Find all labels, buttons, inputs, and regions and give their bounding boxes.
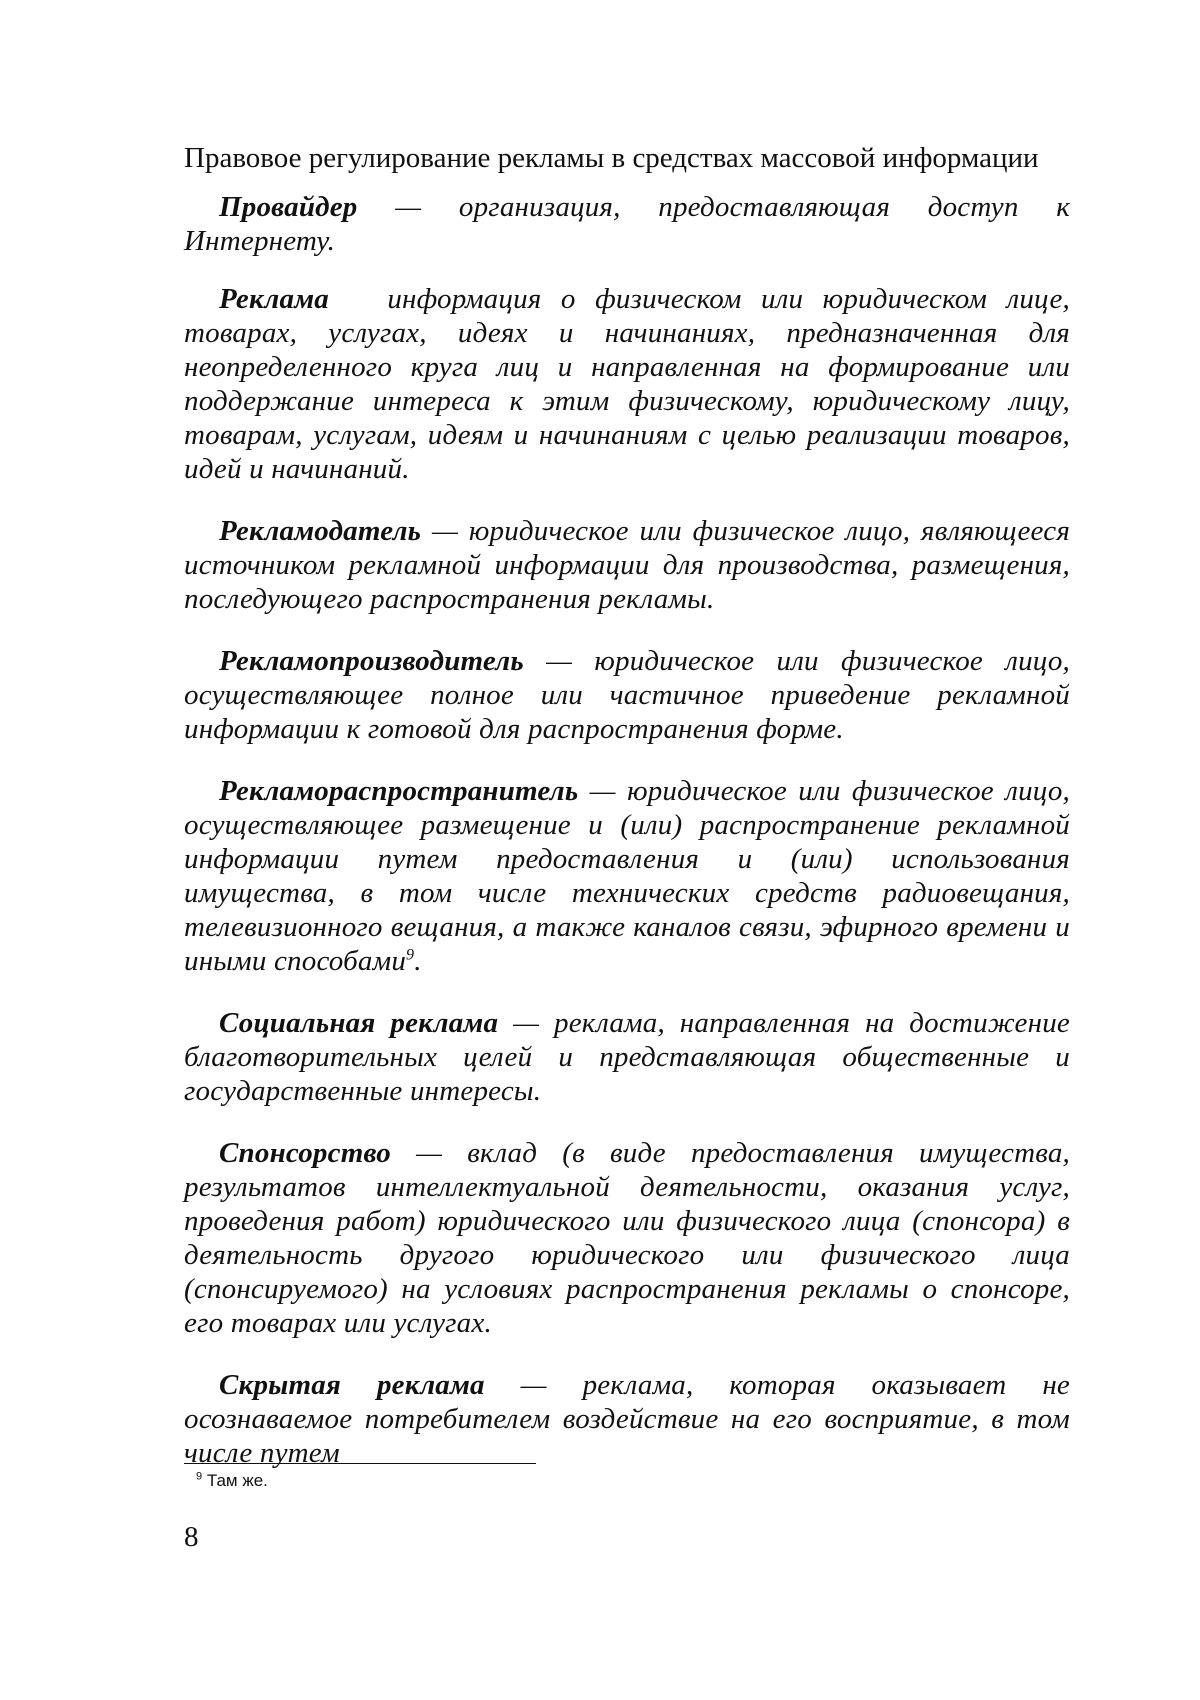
definition-term: Рекламодатель bbox=[219, 515, 422, 547]
running-header: Правовое регулирование рекламы в средствах массовой информации bbox=[184, 142, 1039, 174]
definition-term: Спонсорство bbox=[219, 1137, 391, 1169]
definition-term: Рекламораспространитель bbox=[219, 775, 579, 807]
definition-sponsorship bbox=[184, 1136, 1070, 1340]
definition-separator: — bbox=[484, 1369, 583, 1401]
definition-advertising bbox=[184, 282, 1070, 486]
footnote-mark: 9 bbox=[196, 1470, 203, 1483]
footnote-divider bbox=[184, 1463, 536, 1464]
definition-hidden-advertising bbox=[184, 1368, 1070, 1470]
footnote-reference[interactable]: 9 bbox=[406, 946, 415, 964]
definition-text: вклад (в виде предоставления имущества, результатов интеллектуальной деятельности, оказания услуг, проведения работ) юридического или физического лица (спонсора) в деятельность другого юридического или физического лица (спонсируемого) на условиях распространения рекламы о спонсоре, его товарах или услугах. bbox=[184, 1137, 1070, 1339]
definition-ad-producer bbox=[184, 644, 1070, 746]
definition-text: юридическое или физическое лицо, осуществляющее полное или частичное приведение рекламной информации к готовой для распространения форме. bbox=[184, 645, 1070, 745]
definition-text: реклама, которая оказывает не осознаваемое потребителем воздействие на его восприятие, в том числе путем bbox=[184, 1369, 1071, 1469]
definition-separator: — bbox=[357, 191, 459, 223]
page-body bbox=[184, 140, 1070, 1498]
definition-term: Провайдер bbox=[219, 191, 358, 223]
definition-term: Рекламопроизводитель bbox=[219, 645, 524, 677]
footnote-area bbox=[184, 1463, 1070, 1492]
definition-term: Реклама bbox=[219, 283, 329, 315]
definition-text: реклама, направленная на достижение благотворительных целей и представляющая общественные и государственные интересы. bbox=[184, 1007, 1070, 1107]
footnote-text: Там же. bbox=[206, 1471, 268, 1490]
definition-advertiser bbox=[184, 514, 1070, 616]
definition-separator: — bbox=[523, 645, 595, 677]
definition-separator bbox=[329, 283, 387, 315]
definition-term: Скрытая реклама bbox=[219, 1369, 485, 1401]
definition-separator: — bbox=[578, 775, 628, 807]
definition-term: Социальная реклама bbox=[219, 1007, 499, 1039]
definition-ad-distributor bbox=[184, 774, 1070, 978]
definition-end-punctuation: . bbox=[414, 945, 422, 977]
definition-social-advertising bbox=[184, 1006, 1070, 1108]
definition-separator: — bbox=[498, 1007, 555, 1039]
page-number: 8 bbox=[184, 1521, 199, 1553]
definition-separator: — bbox=[421, 515, 469, 547]
definition-separator: — bbox=[390, 1137, 468, 1169]
definition-text: организация, предоставляющая доступ к Интернету. bbox=[184, 191, 1070, 257]
footnote bbox=[184, 1470, 1070, 1492]
definition-text: юридическое или физическое лицо, осуществляющее размещение и (или) распространение рекламной информации путем предоставления и (или) использования имущества, в том числе технических средств радиовещания, телевизионного вещания, а также каналов связи, эфирного времени и иными способами bbox=[184, 775, 1070, 977]
definition-provider bbox=[184, 190, 1070, 258]
definition-text: юридическое или физическое лицо, являющееся источником рекламной информации для производства, размещения, последующего распространения рекламы. bbox=[184, 515, 1070, 615]
definition-text: информация о физическом или юридическом лице, товарах, услугах, идеях и начинаниях, предназначенная для неопределенного круга лиц и направленная на формирование или поддержание интереса к этим физическому, юридическому лицу, товарам, услугам, идеям и начинаниям с целью реализации товаров, идей и начинаний. bbox=[184, 283, 1070, 485]
